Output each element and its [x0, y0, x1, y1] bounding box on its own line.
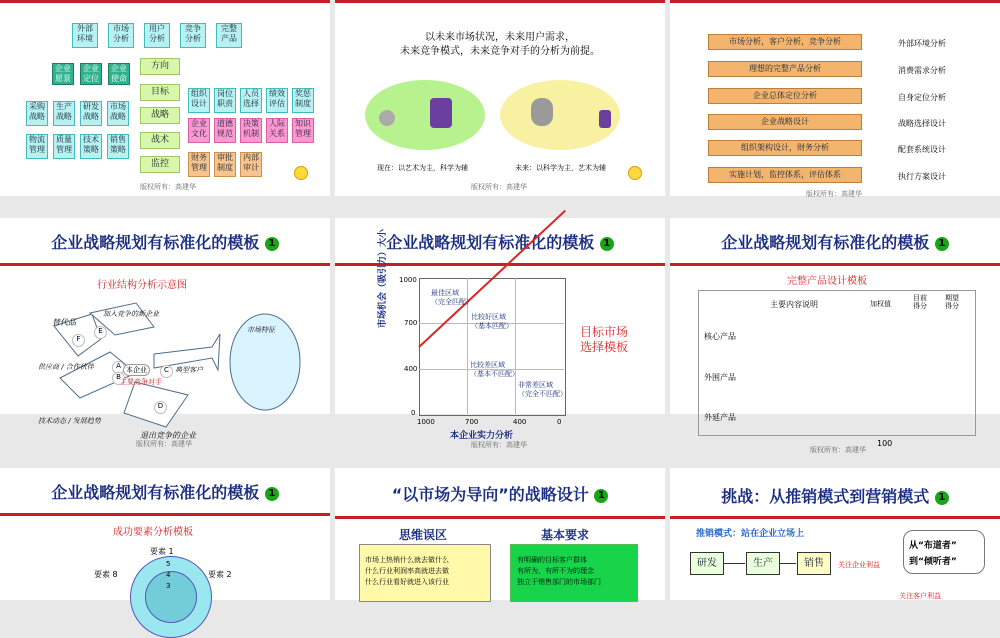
- cyan-left-1: 采购 战略: [26, 101, 48, 126]
- x-tick-0: 0: [557, 418, 562, 426]
- slide-thumbnail-9[interactable]: [670, 468, 1000, 600]
- right-top-4: 绩效 评估: [266, 88, 288, 113]
- right-column-header: 基本要求: [541, 528, 590, 542]
- top-box-4: 竞争 分析: [180, 23, 206, 48]
- flow-box-1: 方向: [140, 58, 180, 75]
- cyan-left-6: 质量 管理: [53, 134, 75, 159]
- cyan-left-7: 技术 策略: [80, 134, 102, 159]
- number-badge: 1: [594, 489, 608, 503]
- left-line-2: 什么行业利润率高就进去做: [365, 567, 449, 575]
- cyan-left-2: 生产 战略: [53, 101, 75, 126]
- industry-structure-diagram: [0, 284, 330, 414]
- number-badge: 1: [935, 237, 949, 251]
- number-badge: 1: [935, 491, 949, 505]
- sales-box: 销售: [797, 552, 831, 575]
- right-bottom-2: 审批 制度: [214, 152, 236, 177]
- slide-thumbnail-3[interactable]: [670, 0, 1000, 196]
- smiley-icon: [628, 166, 642, 180]
- right-mid-5: 知识 管理: [292, 118, 314, 143]
- slide-thumbnail-8[interactable]: [335, 468, 665, 600]
- number-badge: 1: [265, 487, 279, 501]
- x-tick-700: 700: [465, 418, 479, 426]
- slide-title: 企业战略规划有标准化的模板 1: [335, 230, 665, 253]
- quote-bubble: [903, 530, 985, 574]
- letter-a: A: [112, 361, 125, 374]
- radar-tick-4: 4: [166, 571, 171, 579]
- green-box-1: 企业 愿景: [52, 63, 74, 85]
- green-box-3: 企业 使命: [108, 63, 130, 85]
- arrow-line-2: [780, 563, 796, 564]
- model-caption: 推销模式：站在企业立场上: [696, 529, 805, 539]
- left-step-3: 企业总体定位分析: [708, 88, 862, 104]
- row-peripheral: 外围产品: [704, 373, 736, 382]
- slide-title-line: [335, 516, 665, 519]
- industry-subtitle: 行业结构分析示意图: [97, 280, 187, 291]
- slide-top-line: [335, 0, 665, 3]
- slide-title: “以市场为导向”的战略设计 1: [335, 482, 665, 505]
- factor-2-label: 要素 2: [208, 570, 232, 579]
- microscope-icon: [379, 110, 395, 126]
- right-top-5: 奖惩 制度: [292, 88, 314, 113]
- header-col-3: 目前 得分: [913, 294, 927, 310]
- magician-icon: [599, 110, 611, 128]
- flow-box-3: 战略: [140, 107, 180, 124]
- slide-footer: 版权所有：高建华: [140, 183, 196, 191]
- slide-footer: 版权所有：高建华: [136, 440, 192, 448]
- letter-b: B: [112, 372, 125, 385]
- new-entrants-label: 加入竞争的新企业: [103, 310, 159, 318]
- smiley-icon: [294, 166, 308, 180]
- intro-line-1: 以未来市场状况，未来用户需求，: [425, 32, 575, 43]
- very-poor-zone-label: 非常差区域 （完全不匹配）: [518, 381, 567, 398]
- right-line-2: 有所为，有所不为的理念: [517, 567, 594, 575]
- matrix-grid-v2: [515, 278, 516, 414]
- success-factors-subtitle: 成功要素分析模板: [113, 527, 193, 538]
- letter-e: E: [94, 326, 107, 339]
- number-badge: 1: [600, 237, 614, 251]
- quote-line-2: 到“倾听者”: [909, 557, 957, 567]
- slide-title-line: [0, 513, 330, 516]
- slide-thumbnail-4[interactable]: [0, 218, 330, 448]
- slide-title-line: [670, 516, 1000, 519]
- row-extended: 外延产品: [704, 413, 736, 422]
- focus-company-text: 关注企业利益: [838, 561, 880, 569]
- substitutes-label: 替代品: [52, 318, 76, 327]
- letter-d: D: [154, 401, 167, 414]
- right-step-2: 消费需求分析: [898, 66, 946, 75]
- slide-title: 挑战：从推销模式到营销模式 1: [670, 484, 1000, 507]
- flow-box-4: 战术: [140, 132, 180, 149]
- header-col-1: 主要内容说明: [770, 300, 818, 309]
- slide-thumbnail-7[interactable]: [0, 468, 330, 600]
- core-company-label: 本企业: [123, 364, 150, 376]
- cyan-left-4: 市场 战略: [107, 101, 129, 126]
- row-core: 核心产品: [704, 332, 736, 341]
- matrix-y-axis: 市场机会（吸引力）大小: [378, 228, 388, 328]
- slide-footer: 版权所有：高建华: [471, 183, 527, 191]
- quote-line-1: 从“布道者”: [909, 541, 957, 551]
- slide-title: 企业战略规划有标准化的模板 1: [0, 230, 330, 253]
- number-badge: 1: [265, 237, 279, 251]
- right-mid-3: 决策 机制: [240, 118, 262, 143]
- right-top-1: 组织 设计: [188, 88, 210, 113]
- radar-tick-3: 3: [166, 582, 171, 590]
- best-zone-label: 最佳区域 （完全匹配）: [431, 289, 473, 306]
- left-step-2: 理想的完整产品分析: [708, 61, 862, 77]
- product-design-subtitle: 完整产品设计模板: [787, 276, 867, 287]
- market-label: 市场特征: [247, 326, 275, 334]
- product-table: [698, 290, 976, 436]
- right-step-1: 外部环境分析: [898, 39, 946, 48]
- slide-footer: 版权所有：高建华: [471, 441, 527, 449]
- top-box-1: 外部 环境: [72, 23, 98, 48]
- right-step-6: 执行方案设计: [898, 172, 946, 181]
- left-step-5: 组织架构设计，财务分析: [708, 140, 862, 156]
- right-mid-1: 企业 文化: [188, 118, 210, 143]
- focus-customer-text: 关注客户利益: [899, 592, 941, 600]
- right-step-5: 配套系统设计: [898, 145, 946, 154]
- letter-f: F: [72, 334, 85, 347]
- current-caption: 现在：以艺术为主，科学为辅: [377, 164, 468, 172]
- future-caption: 未来：以科学为主，艺术为辅: [515, 164, 606, 172]
- x-tick-400: 400: [513, 418, 527, 426]
- right-step-4: 战略选择设计: [898, 119, 946, 128]
- left-step-6: 实施计划，监控体系，评估体系: [708, 167, 862, 183]
- right-top-3: 人员 选择: [240, 88, 262, 113]
- good-zone-label: 比较好区域 （基本匹配）: [471, 313, 513, 330]
- slide-top-line: [0, 0, 330, 3]
- y-tick-400: 400: [404, 365, 418, 373]
- left-column-header: 思维误区: [399, 528, 448, 542]
- x-tick-1000: 1000: [417, 418, 435, 426]
- right-bottom-1: 财务 管理: [188, 152, 210, 177]
- left-line-1: 市场上热销什么就去做什么: [365, 556, 449, 564]
- matrix-x-axis: 本企业实力分析: [450, 431, 514, 441]
- slide-footer: 版权所有：高建华: [810, 446, 866, 454]
- letter-c: C: [160, 365, 173, 378]
- flow-box-5: 监控: [140, 156, 180, 173]
- top-box-2: 市场 分析: [108, 23, 134, 48]
- y-tick-0: 0: [411, 409, 416, 417]
- slide-thumbnail-1[interactable]: [0, 0, 330, 196]
- left-step-4: 企业战略设计: [708, 114, 862, 130]
- supplier-shape: [60, 352, 136, 398]
- y-tick-1000: 1000: [399, 276, 417, 284]
- y-tick-700: 700: [404, 319, 418, 327]
- cyan-left-3: 研发 战略: [80, 101, 102, 126]
- left-line-3: 什么行业看好就进入该行业: [365, 578, 449, 586]
- flow-box-2: 目标: [140, 84, 180, 101]
- arrow-line-1: [724, 563, 745, 564]
- slide-title-line: [670, 263, 1000, 266]
- slide-title: 企业战略规划有标准化的模板 1: [670, 230, 1000, 253]
- green-box-2: 企业 定位: [80, 63, 102, 85]
- right-line-3: 独立于销售部门的市场部门: [517, 578, 601, 586]
- table-total: 100: [877, 439, 893, 448]
- slide-top-line: [670, 0, 1000, 3]
- target-market-side-label: 目标市场 选择模板: [580, 325, 629, 354]
- slide-title-line: [0, 263, 330, 266]
- exit-companies-label: 退出竞争的企业: [140, 431, 196, 440]
- competitor-label: 主要竞争对手: [120, 378, 162, 386]
- top-box-5: 完整 产品: [216, 23, 242, 48]
- intro-line-2: 未来竞争模式，未来竞争对手的分析为前提。: [400, 46, 600, 57]
- header-col-4: 期望 得分: [945, 294, 959, 310]
- left-step-1: 市场分析，客户分析，竞争分析: [708, 34, 862, 50]
- radar-tick-5: 5: [166, 560, 171, 568]
- poor-zone-label: 比较差区域 （基本不匹配）: [470, 361, 519, 378]
- slide-thumbnail-5[interactable]: [335, 218, 665, 449]
- suppliers-label: 供应商 / 合作伙伴: [38, 363, 94, 371]
- right-top-2: 岗位 职责: [214, 88, 236, 113]
- header-col-2: 加权值: [870, 300, 891, 308]
- microscope-icon: [531, 98, 553, 126]
- right-bottom-3: 内部 审计: [240, 152, 262, 177]
- right-mid-2: 道德 规范: [214, 118, 236, 143]
- customer-label: 典型客户: [175, 366, 203, 374]
- production-box: 生产: [746, 552, 780, 575]
- radar-mid: [145, 571, 197, 623]
- right-line-1: 有明确的目标客户群体: [517, 556, 587, 564]
- slide-thumbnail-2[interactable]: [335, 0, 665, 196]
- tech-trend-label: 技术动态 / 发展趋势: [38, 417, 101, 425]
- rd-box: 研发: [690, 552, 724, 575]
- slide-title: 企业战略规划有标准化的模板 1: [0, 480, 330, 503]
- top-box-3: 用户 分析: [144, 23, 170, 48]
- slide-thumbnail-6[interactable]: [670, 218, 1000, 454]
- magician-icon: [430, 98, 452, 128]
- right-mid-4: 人际 关系: [266, 118, 288, 143]
- slide-footer: 版权所有：高建华: [806, 190, 862, 198]
- cyan-left-8: 销售 策略: [107, 134, 129, 159]
- right-step-3: 自身定位分析: [898, 93, 946, 102]
- factor-8-label: 要素 8: [94, 570, 118, 579]
- cyan-left-5: 物流 管理: [26, 134, 48, 159]
- factor-1-label: 要素 1: [150, 547, 174, 556]
